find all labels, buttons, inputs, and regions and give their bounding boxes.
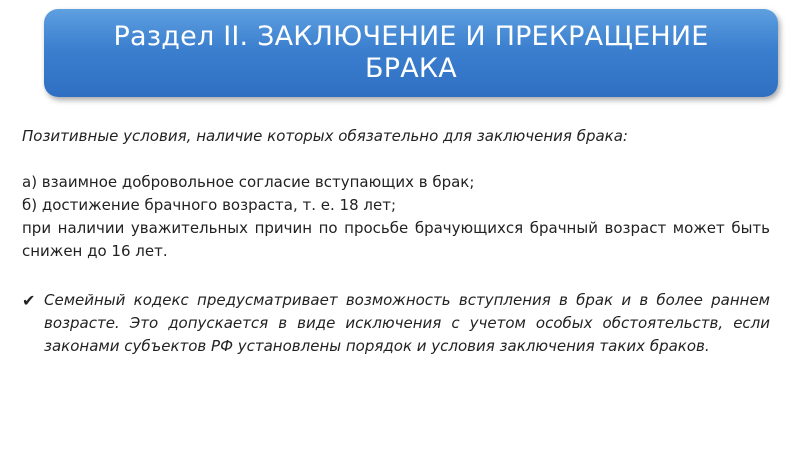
- title-banner: [44, 9, 778, 97]
- spacer: [22, 148, 770, 171]
- check-icon: ✔: [22, 291, 36, 310]
- main-content: [22, 125, 770, 263]
- condition-item-b: б) достижение брачного возраста, т. е. 18 лет;: [22, 196, 397, 214]
- slide-title: Раздел II. ЗАКЛЮЧЕНИЕ И ПРЕКРАЩЕНИЕ БРАКА: [113, 21, 709, 84]
- check-text: Семейный кодекс предусматривает возможность вступления в брак и в более раннем возрасте. Это допускается в виде исключения с учетом особых обстоятельств, если законами субъектов РФ установлены порядок и условия заключения таких браков.: [44, 291, 770, 355]
- check-bullet: [22, 289, 770, 358]
- lead-text: Позитивные условия, наличие которых обязательно для заключения брака:: [22, 127, 628, 145]
- age-note: при наличии уважительных причин по просьбе брачующихся брачный возраст может быть снижен до 16 лет.: [22, 219, 770, 260]
- condition-item-a: а) взаимное добровольное согласие вступающих в брак;: [22, 173, 475, 191]
